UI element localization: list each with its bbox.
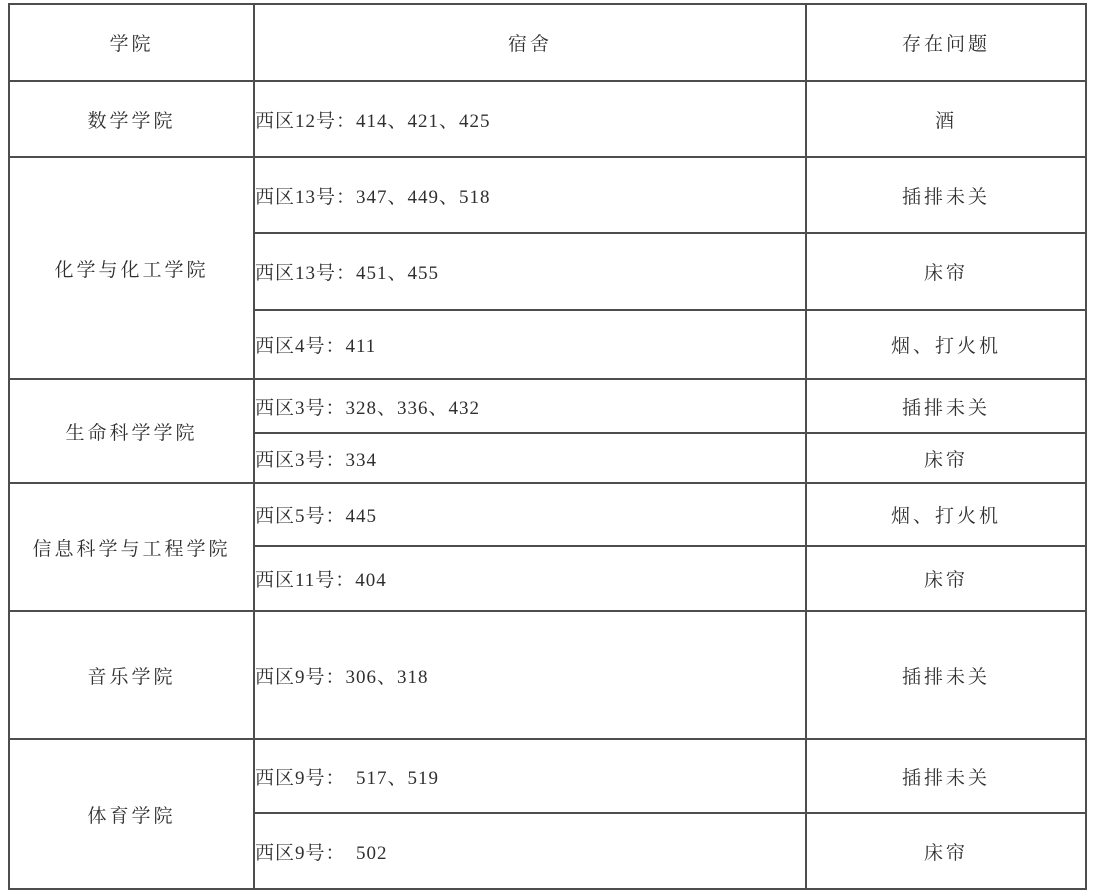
dorm-cell: 西区3号：334 bbox=[254, 433, 806, 483]
dorm-cell: 西区9号：306、318 bbox=[254, 611, 806, 739]
problem-cell: 酒 bbox=[806, 81, 1086, 157]
dorm-cell: 西区9号： 502 bbox=[254, 813, 806, 889]
problem-cell: 床帘 bbox=[806, 546, 1086, 611]
problem-cell: 插排未关 bbox=[806, 611, 1086, 739]
dorm-cell: 西区12号：414、421、425 bbox=[254, 81, 806, 157]
college-cell-life-science: 生命科学学院 bbox=[9, 379, 254, 483]
college-cell-physical-education: 体育学院 bbox=[9, 739, 254, 889]
dorm-cell: 西区4号：411 bbox=[254, 310, 806, 379]
dorm-cell: 西区11号：404 bbox=[254, 546, 806, 611]
dorm-cell: 西区9号： 517、519 bbox=[254, 739, 806, 813]
college-cell-math: 数学学院 bbox=[9, 81, 254, 157]
problem-cell: 烟、打火机 bbox=[806, 310, 1086, 379]
problem-cell: 插排未关 bbox=[806, 739, 1086, 813]
dorm-inspection-table bbox=[8, 3, 1087, 890]
dorm-cell: 西区13号：347、449、518 bbox=[254, 157, 806, 233]
table-row bbox=[9, 739, 1086, 813]
table-header-row bbox=[9, 4, 1086, 81]
problem-cell: 床帘 bbox=[806, 813, 1086, 889]
table-row bbox=[9, 483, 1086, 546]
table-row bbox=[9, 379, 1086, 433]
table-row bbox=[9, 157, 1086, 233]
dorm-cell: 西区5号：445 bbox=[254, 483, 806, 546]
dorm-cell: 西区13号：451、455 bbox=[254, 233, 806, 310]
header-problem: 存在问题 bbox=[806, 4, 1086, 81]
problem-cell: 插排未关 bbox=[806, 379, 1086, 433]
table-row bbox=[9, 81, 1086, 157]
dorm-cell: 西区3号：328、336、432 bbox=[254, 379, 806, 433]
college-cell-music: 音乐学院 bbox=[9, 611, 254, 739]
college-cell-information-science: 信息科学与工程学院 bbox=[9, 483, 254, 611]
header-college: 学院 bbox=[9, 4, 254, 81]
problem-cell: 插排未关 bbox=[806, 157, 1086, 233]
problem-cell: 床帘 bbox=[806, 233, 1086, 310]
college-cell-chemistry: 化学与化工学院 bbox=[9, 157, 254, 379]
problem-cell: 床帘 bbox=[806, 433, 1086, 483]
header-dorm: 宿舍 bbox=[254, 4, 806, 81]
problem-cell: 烟、打火机 bbox=[806, 483, 1086, 546]
table-row bbox=[9, 611, 1086, 739]
